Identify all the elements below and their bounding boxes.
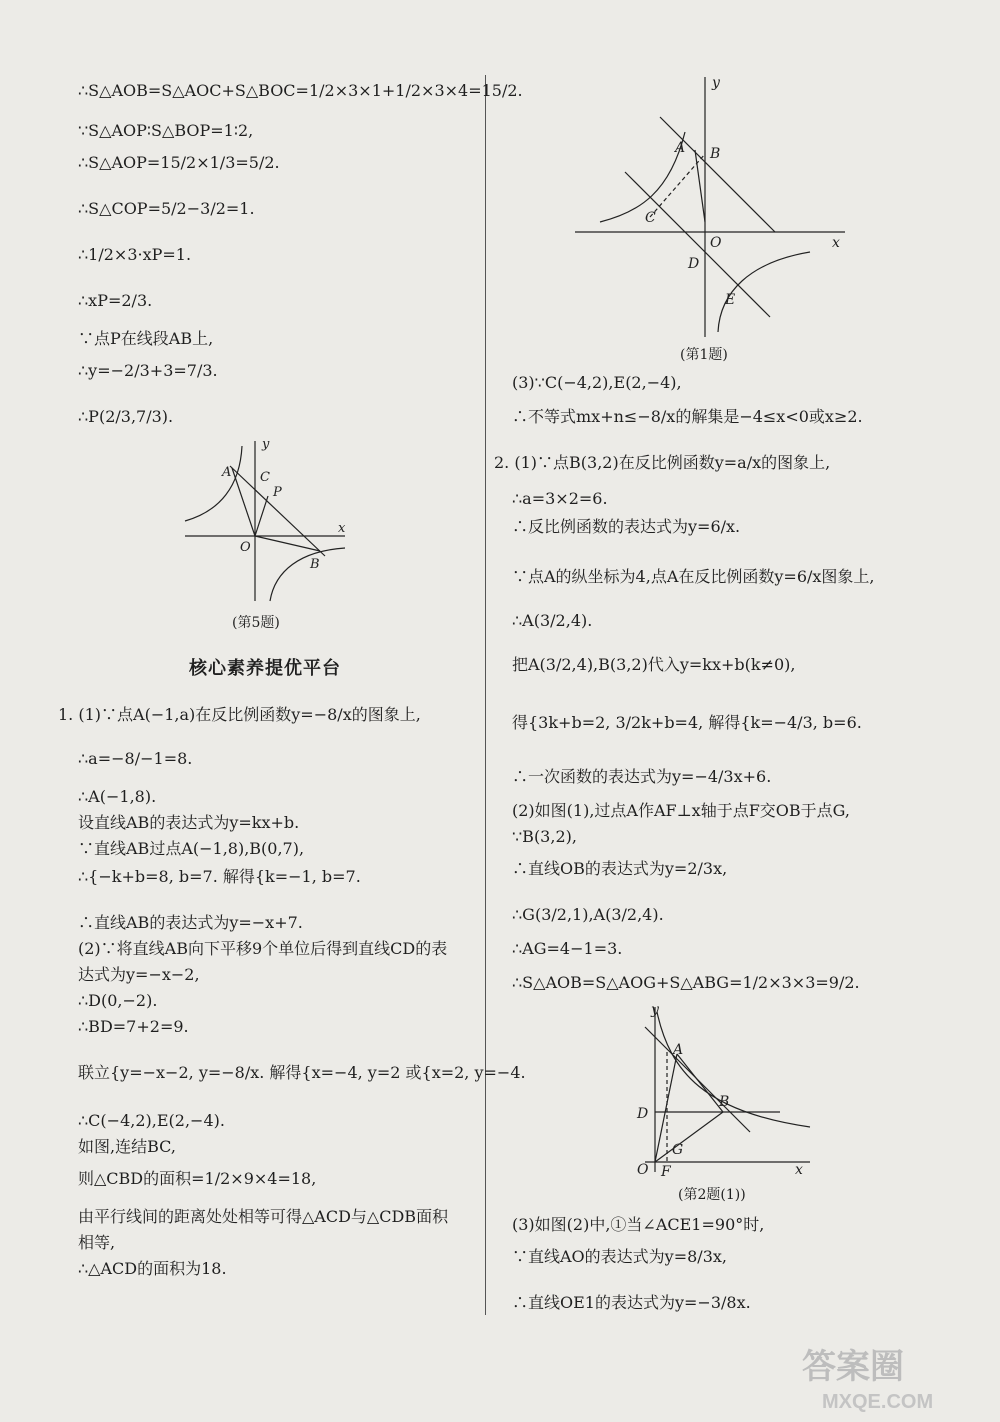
left-line: 达式为y=−x−2, [78,965,200,984]
right-line: 得{3k+b=2, 3/2k+b=4, 解得{k=−4/3, b=6. [512,713,862,732]
right-line: ∴AG=4−1=3. [512,939,623,958]
left-line: ∴S△AOB=S△AOC+S△BOC=1/2×3×1+1/2×3×4=15/2. [78,81,523,100]
left-line: 如图,连结BC, [78,1137,176,1156]
left-line: 设直线AB的表达式为y=kx+b. [78,813,300,832]
column-divider [485,75,486,1315]
right-line: ∴反比例函数的表达式为y=6/x. [512,517,741,536]
right-line: ∴不等式mx+n≤−8/x的解集是−4≤x<0或x≥2. [512,407,863,426]
left-line: ∴△ACD的面积为18. [78,1259,227,1278]
fig2-label-y: y [651,1002,659,1018]
fig5-label-a: A [222,465,232,480]
right-line: ∴S△AOB=S△AOG+S△ABG=1/2×3×3=9/2. [512,973,860,992]
fig2-label-f: F [661,1164,671,1180]
fig2-label-a: A [673,1042,684,1058]
left-line: ∴1/2×3·xP=1. [78,245,192,264]
left-line: ∴A(−1,8). [78,787,157,806]
right-line: ∵直线AO的表达式为y=8/3x, [512,1247,727,1266]
watermark-logo [792,1336,992,1416]
right-line: (3)∵C(−4,2),E(2,−4), [512,373,682,392]
fig1-label-b: B [710,146,721,162]
left-line: ∴{−k+b=8, b=7. 解得{k=−1, b=7. [78,867,361,886]
left-line: ∴D(0,−2). [78,991,158,1010]
right-line: ∵点A的纵坐标为4,点A在反比例函数y=6/x图象上, [512,567,875,586]
fig5-label-p: P [273,485,282,500]
fig1-label-a: A [675,140,686,156]
fig1-label-d: D [688,256,700,272]
figure-q1-caption: (第1题) [680,347,728,363]
right-line: ∵B(3,2), [512,827,577,846]
left-line: ∴C(−4,2),E(2,−4). [78,1111,225,1130]
left-line: 联立{y=−x−2, y=−8/x. 解得{x=−4, y=2 或{x=2, y=−4. [78,1063,526,1082]
fig2-label-b: B [719,1094,730,1110]
left-line: 则△CBD的面积=1/2×9×4=18, [78,1169,317,1188]
section-heading: 核心素养提优平台 [189,658,341,679]
fig1-label-o: O [710,235,722,251]
left-line: ∴xP=2/3. [78,291,153,310]
right-line: ∴A(3/2,4). [512,611,593,630]
fig5-label-o: O [240,540,251,555]
fig5-label-x: x [338,521,346,536]
left-line: 1. (1)∵点A(−1,a)在反比例函数y=−8/x的图象上, [58,705,421,724]
figure-q2-1-caption: (第2题(1)) [678,1187,746,1203]
left-line: ∴S△AOP=15/2×1/3=5/2. [78,153,280,172]
right-line: (2)如图(1),过点A作AF⊥x轴于点F交OB于点G, [512,801,850,820]
fig2-label-o: O [637,1162,649,1178]
figure-q1 [570,72,850,342]
left-line: ∴P(2/3,7/3). [78,407,174,426]
svg-text:答案圈: 答案圈 [802,1347,904,1387]
left-line: ∵S△AOP∶S△BOP=1∶2, [78,121,254,140]
left-line: ∴a=−8/−1=8. [78,749,193,768]
right-line: (3)如图(2)中,①当∠ACE1=90°时, [512,1215,765,1234]
left-line: ∵点P在线段AB上, [78,329,214,348]
left-line: ∴y=−2/3+3=7/3. [78,361,218,380]
right-line: ∴a=3×2=6. [512,489,608,508]
figure-q2-1 [615,1002,825,1180]
left-line: ∴BD=7+2=9. [78,1017,189,1036]
svg-text:MXQE.COM: MXQE.COM [822,1391,934,1413]
figure-q5-caption: (第5题) [232,615,280,631]
fig1-label-c: C [645,210,656,226]
fig1-label-x: x [832,235,840,251]
fig2-label-d: D [637,1106,649,1122]
right-line: ∴G(3/2,1),A(3/2,4). [512,905,664,924]
left-line: 相等, [78,1233,116,1252]
right-line: ∴直线OB的表达式为y=2/3x, [512,859,728,878]
fig2-label-g: G [672,1142,684,1158]
fig1-label-e: E [725,292,736,308]
fig5-label-y: y [262,437,270,452]
right-line: ∴直线OE1的表达式为y=−3/8x. [512,1293,751,1312]
right-line: 2. (1)∵点B(3,2)在反比例函数y=a/x的图象上, [494,453,831,472]
fig2-label-x: x [795,1162,803,1178]
figure-q5 [180,436,360,606]
left-line: ∵直线AB过点A(−1,8),B(0,7), [78,839,305,858]
fig1-label-y: y [712,75,720,91]
left-line: ∴直线AB的表达式为y=−x+7. [78,913,303,932]
fig5-label-b: B [310,557,320,572]
left-line: (2)∵将直线AB向下平移9个单位后得到直线CD的表 [78,939,448,958]
fig5-label-c: C [260,470,270,485]
left-line: ∴S△COP=5/2−3/2=1. [78,199,255,218]
left-line: 由平行线间的距离处处相等可得△ACD与△CDB面积 [78,1207,449,1226]
right-line: 把A(3/2,4),B(3,2)代入y=kx+b(k≠0), [512,655,796,674]
right-line: ∴一次函数的表达式为y=−4/3x+6. [512,767,772,786]
